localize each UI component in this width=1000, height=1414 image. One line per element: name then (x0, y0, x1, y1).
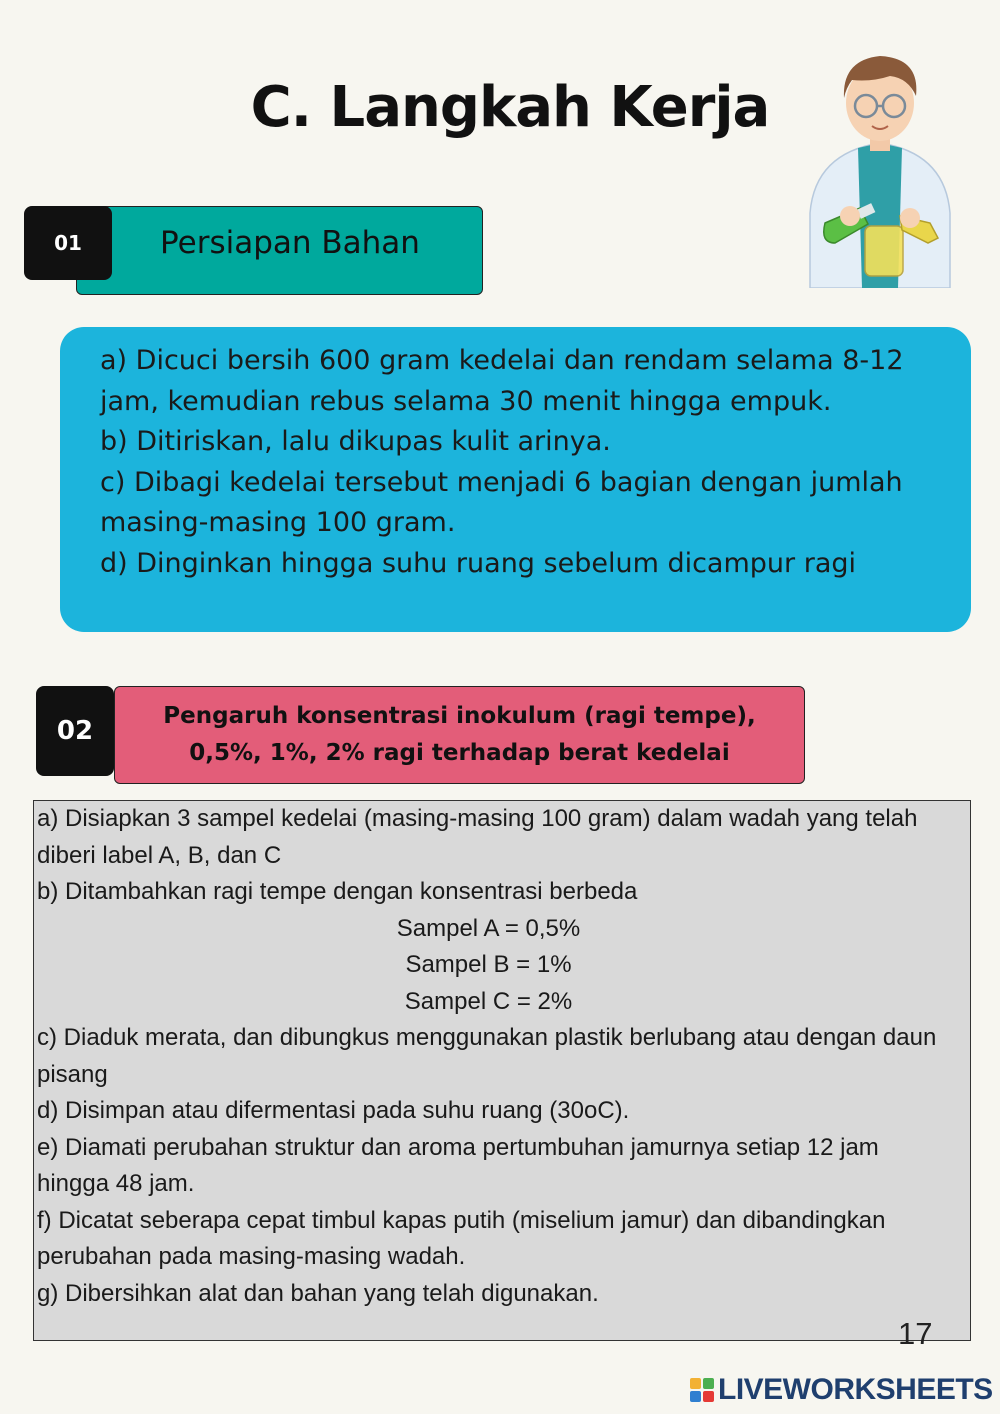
section1-number-badge: 01 (24, 206, 112, 280)
section2-steps-box (33, 800, 971, 1341)
section2-step-c: c) Diaduk merata, dan dibungkus menggunakan plastik berlubang atau dengan daun pisang (37, 1024, 937, 1088)
section2-step-g: g) Dibersihkan alat dan bahan yang telah digunakan. (37, 1279, 599, 1307)
section1-steps-box (60, 327, 971, 632)
section1-step-b: b) Ditiriskan, lalu dikupas kulit arinya. (100, 426, 611, 457)
liveworksheets-logo-icon (690, 1378, 714, 1402)
page-title: C. Langkah Kerja (250, 75, 770, 140)
section2-step-b: b) Ditambahkan ragi tempe dengan konsentrasi berbeda (37, 878, 638, 905)
section2-step-f: f) Dicatat seberapa cepat timbul kapas putih (miselium jamur) dan dibandingkan perubahan pada masing-masing wadah. (37, 1206, 886, 1270)
section2-title-line2: 0,5%, 1%, 2% ragi terhadap berat kedelai (189, 740, 730, 766)
section1-title: Persiapan Bahan (160, 225, 420, 261)
section1-step-a: a) Dicuci bersih 600 gram kedelai dan rendam selama 8-12 jam, kemudian rebus selama 30 menit hingga empuk. (100, 345, 904, 417)
section1-step-c: c) Dibagi kedelai tersebut menjadi 6 bagian dengan jumlah masing-masing 100 gram. (100, 466, 903, 538)
liveworksheets-logo[interactable] (690, 1372, 993, 1408)
page-number: 17 (898, 1316, 933, 1351)
sample-c-concentration: Sampel C = 2% (404, 987, 573, 1015)
scientist-icon (780, 38, 980, 288)
section2-step-e: e) Diamati perubahan struktur dan aroma pertumbuhan jamurnya setiap 12 jam hingga 48 jam. (37, 1133, 879, 1197)
section1-step-d: d) Dinginkan hingga suhu ruang sebelum dicampur ragi (100, 547, 856, 579)
section2-title-bar (114, 686, 805, 784)
section2-number-badge: 02 (36, 686, 114, 776)
sample-b-concentration: Sampel B = 1% (405, 951, 572, 978)
liveworksheets-logo-text: LIVEWORKSHEETS (718, 1373, 993, 1406)
section2-step-a: a) Disiapkan 3 sampel kedelai (masing-masing 100 gram) dalam wadah yang telah diberi label A, B, dan C (37, 805, 918, 869)
section2-step-d: d) Disimpan atau difermentasi pada suhu ruang (30oC). (37, 1097, 630, 1124)
section2-title-line1: Pengaruh konsentrasi inokulum (ragi tempe), (163, 703, 756, 729)
sample-a-concentration: Sampel A = 0,5% (396, 914, 581, 942)
